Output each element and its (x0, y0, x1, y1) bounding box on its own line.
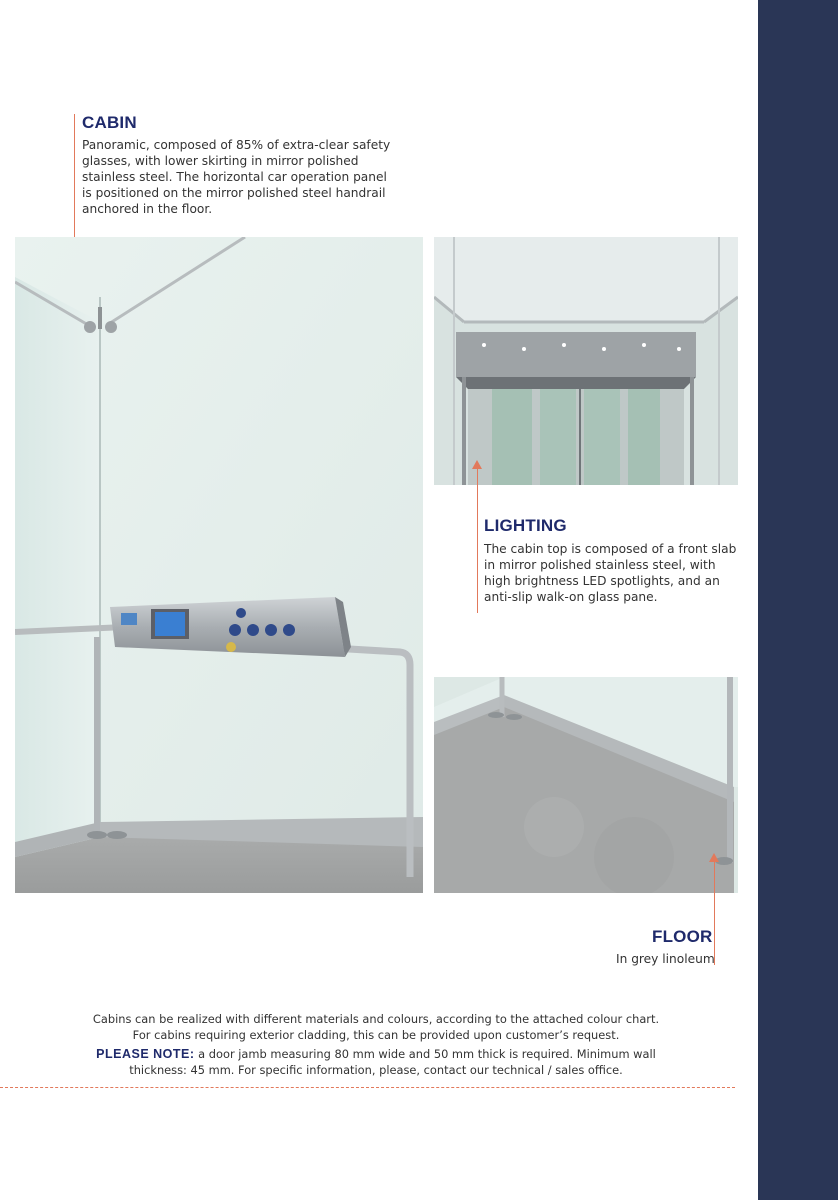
lighting-line: high brightness LED spotlights, and an (484, 574, 720, 588)
lighting-line: anti-slip walk-on glass pane. (484, 590, 658, 604)
lighting-line: in mirror polished stainless steel, with (484, 558, 716, 572)
cabin-line: anchored in the floor. (82, 202, 213, 216)
cabin-photo (15, 237, 423, 893)
please-note-colon: : (189, 1047, 195, 1061)
lighting-line: The cabin top is composed of a front slab (484, 542, 737, 556)
footer-notes (60, 1011, 692, 1078)
cabin-pointer-line (74, 114, 75, 248)
floor-title: FLOOR (652, 927, 713, 946)
floor-photo (434, 677, 738, 893)
lighting-photo (434, 237, 738, 485)
please-note-text: a door jamb measuring 80 mm wide and 50 mm thick is required. Minimum wall (194, 1047, 656, 1061)
dashed-divider (0, 1087, 735, 1088)
floor-pointer-line (714, 861, 715, 965)
please-note-line (60, 1046, 692, 1062)
lighting-pointer-line (477, 468, 478, 613)
side-color-bar (758, 0, 838, 1200)
cabin-line: glasses, with lower skirting in mirror polished (82, 154, 359, 168)
cabin-line: is positioned on the mirror polished steel handrail (82, 186, 386, 200)
lighting-description (484, 541, 736, 605)
please-note-label: PLEASE NOTE (96, 1047, 190, 1061)
floor-description: In grey linoleum (616, 952, 715, 966)
lighting-title: LIGHTING (484, 516, 567, 535)
cabin-title: CABIN (82, 113, 137, 132)
cabin-description (82, 137, 390, 217)
cabin-line: Panoramic, composed of 85% of extra-clear safety (82, 138, 391, 152)
footer-line: For cabins requiring exterior cladding, this can be provided upon customer’s request. (132, 1028, 620, 1042)
footer-line: Cabins can be realized with different materials and colours, according to the attached colour chart. (92, 1012, 660, 1026)
please-note-line-2: thickness: 45 mm. For specific information, please, contact our technical / sales office. (129, 1063, 623, 1077)
cabin-line: stainless steel. The horizontal car operation panel (82, 170, 387, 184)
